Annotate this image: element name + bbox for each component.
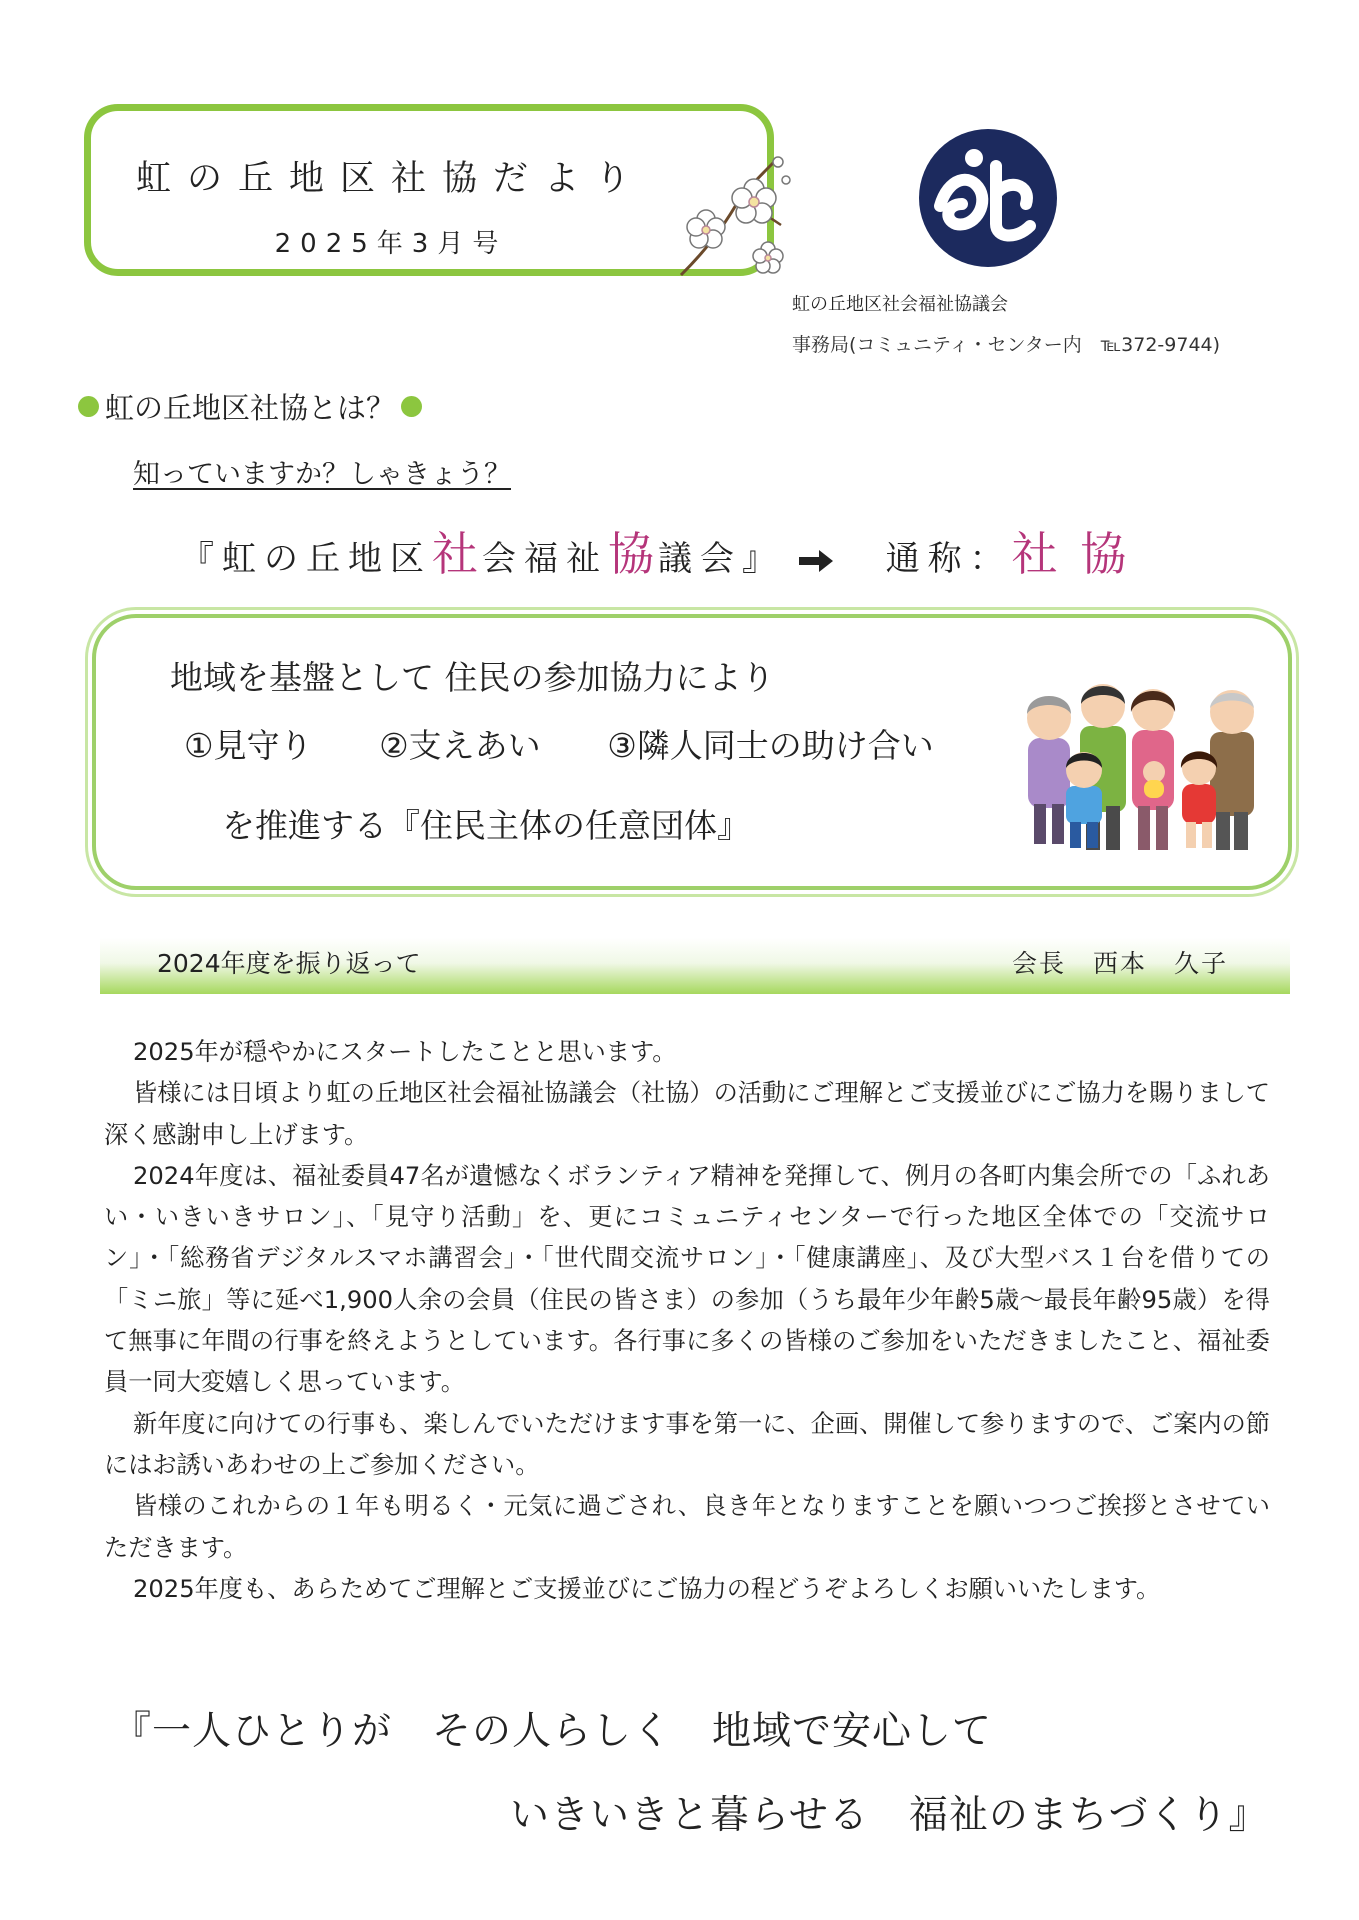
body-paragraph: 2025年度も、あらためてご理解とご支援並びにご協力の程どうぞよろしくお願いいたします。 <box>133 1574 1161 1603</box>
bullet-dot-icon <box>78 396 99 417</box>
family-illustration <box>1014 676 1270 856</box>
body-paragraph: 皆様のこれからの１年も明るく・元気に過ごされ、良き年となりますことを願いつつご挨拶とさせていただきます。 <box>104 1492 1270 1562</box>
formal-name-kyo: 協 <box>608 527 658 581</box>
formal-name-sha: 社 <box>432 527 482 581</box>
arrow-right-icon <box>799 550 833 572</box>
purpose-item: ①見守り <box>184 726 313 765</box>
purpose-item: ②支えあい <box>379 726 541 765</box>
purpose-line-1: 地域を基盤として 住民の参加協力により <box>170 658 775 697</box>
body-paragraph: 2024年度は、福祉委員47名が遺憾なくボランティア精神を発揮して、例月の各町内集会所での「ふれあい・いきいきサロン」、「見守り活動」を、更にコミュニティセンターで行った地区全体での「交流サロン」・「総務省デジタルスマホ講習会」・「世代間交流サロン」・「健康講座」、及び大型バス１台を借りての「ミニ旅」等に延べ1,900人余の会員（住民の皆さま）の参加（うち最年少年齢5歳～最長年齢95歳）を得て無事に年間の行事を終えようとしています。各行事に多くの皆様のご参加をいただきましたこと、福祉委員一同大変嬉しく思っています。 <box>104 1161 1270 1397</box>
purpose-items <box>184 720 934 767</box>
issue-date: 2025年3月号 <box>274 229 508 259</box>
slogan-line-1: 『一人ひとりが その人らしく 地域で安心して <box>112 1709 993 1754</box>
section-heading-text: 虹の丘地区社協とは？ <box>105 391 396 425</box>
formal-name-suffix: 議会』 <box>658 539 784 579</box>
body-paragraph: 2025年が穏やかにスタートしたことと思います。 <box>133 1038 677 1066</box>
purpose-line-3: を推進する『住民主体の任意団体』 <box>222 806 750 845</box>
slogan-line-2: いきいきと暮らせる 福祉のまちづくり』 <box>510 1793 1269 1838</box>
purpose-item: ③隣人同士の助け合い <box>607 726 934 765</box>
shakyo-logo <box>918 128 1058 268</box>
greeting-body <box>104 1032 1270 1610</box>
formal-name-line <box>180 518 1130 584</box>
question-line: 知っていますか？しゃきょう？ <box>133 459 511 490</box>
newsletter-title: 虹の丘地区社協だより <box>135 159 646 199</box>
plum-blossom-icon <box>676 150 796 280</box>
title-box <box>84 104 774 276</box>
body-paragraph: 新年度に向けての行事も、楽しんでいただけます事を第一に、企画、開催して参りますので、ご案内の節にはお誘いあわせの上ご参加ください。 <box>104 1409 1270 1479</box>
organization-name: 虹の丘地区社会福祉協議会 <box>792 294 1008 315</box>
nickname-label: 通称： <box>885 539 1012 579</box>
bullet-dot-icon <box>401 396 422 417</box>
greeting-title: 2024年度を振り返って <box>157 949 421 978</box>
section-heading <box>78 386 422 427</box>
greeting-author: 会長 西本 久子 <box>1012 949 1229 978</box>
office-contact: 事務局(コミュニティ・センター内 ℡372-9744) <box>792 334 1221 356</box>
formal-name-middle: 会福祉 <box>482 539 608 579</box>
nickname: 社 協 <box>1011 527 1131 581</box>
body-paragraph: 皆様には日頃より虹の丘地区社会福祉協議会（社協）の活動にご理解とご支援並びにご協力を賜りまして深く感謝申し上げます。 <box>104 1079 1270 1149</box>
formal-name-prefix: 『虹の丘地区 <box>180 539 432 579</box>
